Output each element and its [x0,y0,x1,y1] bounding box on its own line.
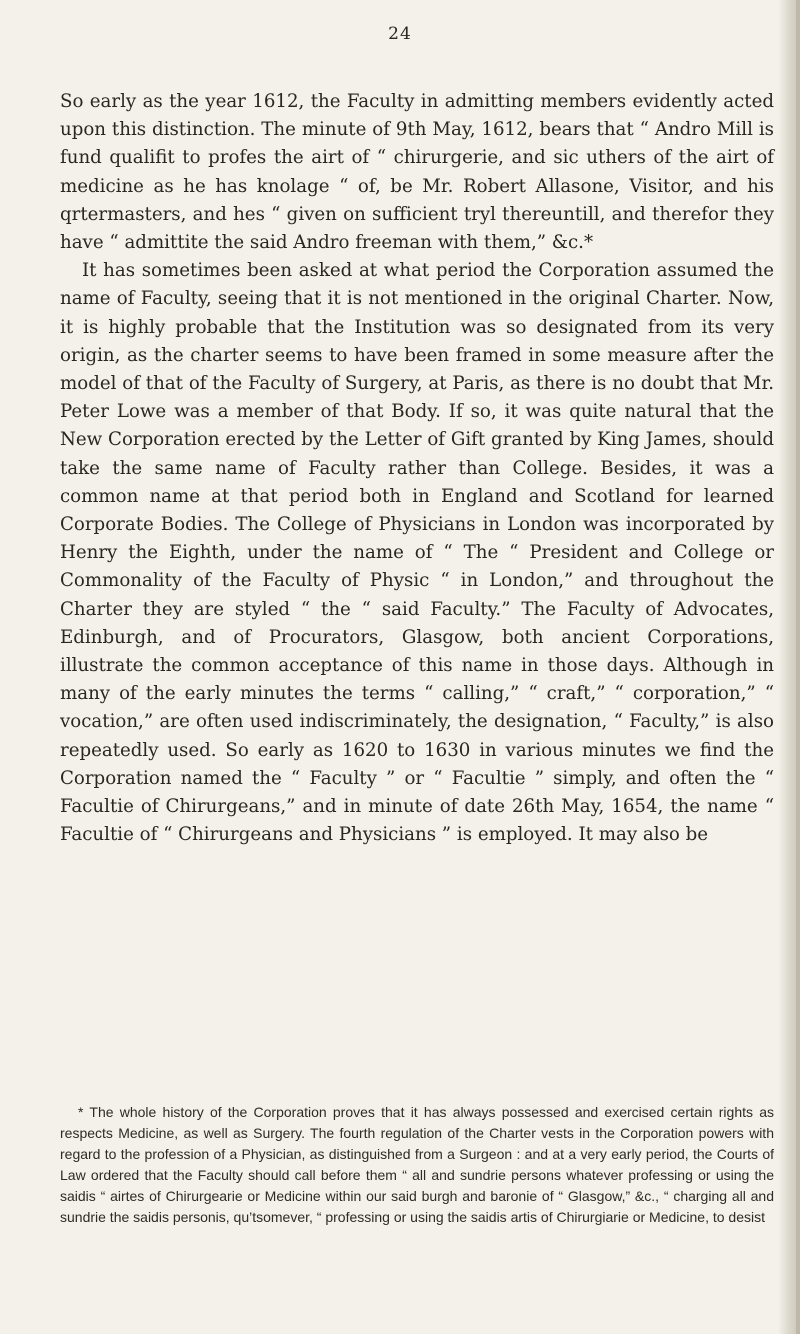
page-edge [796,0,800,1334]
page-number: 24 [388,24,412,44]
paragraph: It has sometimes been asked at what period the Corporation assumed the name of Faculty, seeing that it is not mentioned in the original Charter. Now, it is highly probable that the Institution was so designated from its very origin, as the charter seems to have been framed in some measure after the model of that of the Faculty of Surgery, at Paris, as there is no doubt that Mr. Peter Lowe was a member of that Body. If so, it was quite natural that the New Corporation erected by the Letter of Gift granted by King James, should take the same name of Faculty rather than College. Besides, it was a common name at that period both in England and Scotland for learned Corporate Bodies. The College of Physicians in London was incorporated by Henry the Eighth, under the name of “ The “ President and College or Commonality of the Faculty of Physic “ in London,” and throughout the Charter they are styled “ the “ said Faculty.” The Faculty of Advocates, Edinburgh, and of Procurators, Glasgow, both ancient Corporations, illustrate the common acceptance of this name in those days. Although in many of the early minutes the terms “ calling,” “ craft,” “ corporation,” “ vocation,” are often used indiscriminately, the designation, “ Faculty,” is also repeatedly used. So early as 1620 to 1630 in various minutes we find the Corporation named the “ Faculty ” or “ Facultie ” simply, and often the “ Facultie of Chirurgeans,” and in minute of date 26th May, 1654, the name “ Facultie of “ Chirurgeans and Physicians ” is employed. It may also be [60,260,774,846]
footnote: * The whole history of the Corporation proves that it has always possessed and exercised certain rights as respects Medicine, as well as Surgery. The fourth regulation of the Charter vests in the Corporation powers with regard to the profession of a Physician, as distinguished from a Surgeon : and at a very early period, the Courts of Law ordered that the Faculty should call before them “ all and sundrie persons whatever professing or using the saidis “ airtes of Chirurgearie or Medicine within our said burgh and baronie of “ Glasgow,” &c., “ charging all and sundrie the saidis personis, qu’tsomever, “ professing or using the saidis artis of Chirurgiarie or Medicine, to desist [60,1104,774,1225]
paragraph: So early as the year 1612, the Faculty in admitting members evidently acted upon this distinction. The minute of 9th May, 1612, bears that “ Andro Mill is fund qualifit to profes the airt of “ chirurgerie, and sic uthers of the airt of medicine as he has knolage “ of, be Mr. Robert Allasone, Visitor, and his qrtermasters, and hes “ given on sufficient tryl thereuntill, and therefor they have “ admittite the said Andro freeman with them,” &c.* [60,91,774,254]
body-text [60,88,774,849]
